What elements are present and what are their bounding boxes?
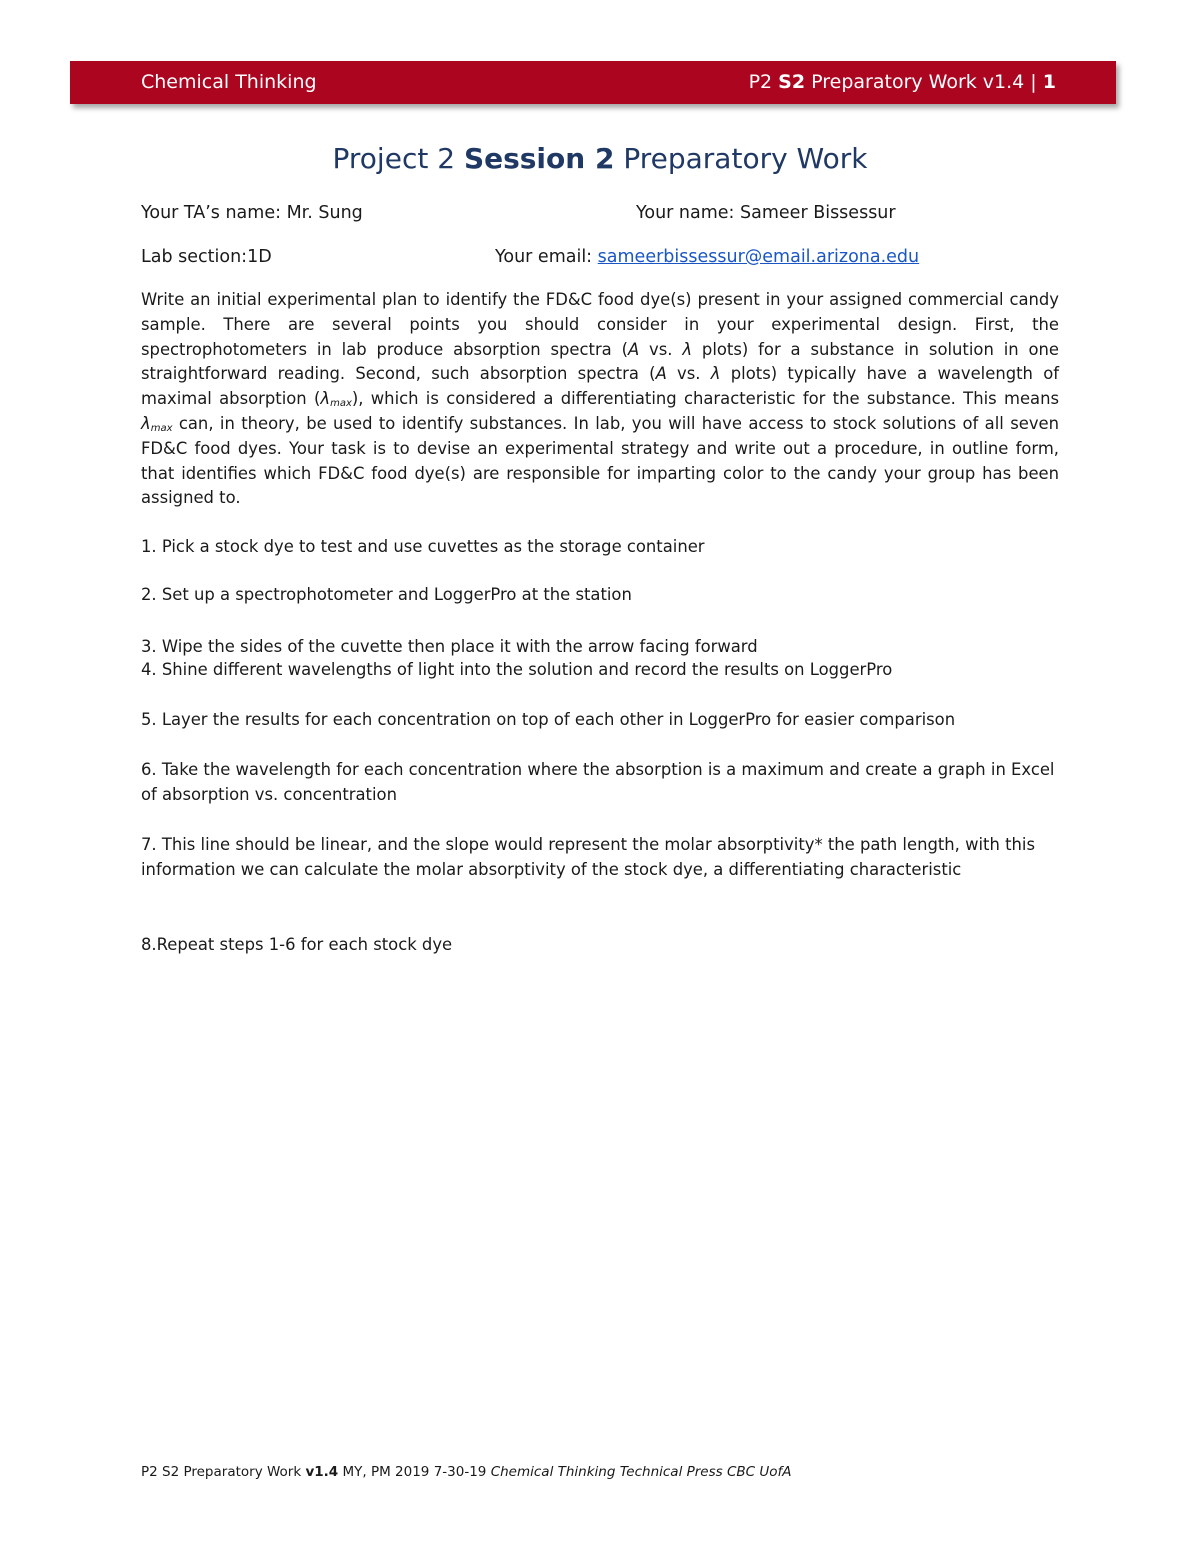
vs-text-2: vs.: [666, 364, 711, 384]
max-subscript: max: [330, 398, 352, 410]
student-name-field: [636, 203, 896, 223]
absorbance-symbol: A: [627, 339, 640, 359]
header-page-number: 1: [1042, 71, 1056, 93]
procedure-step: 6. Take the wavelength for each concentration where the absorption is a maximum and create a graph in Excel of absorption vs. concentration: [141, 760, 1055, 804]
lambda-symbol: λ: [682, 339, 693, 359]
header-doc-title: Preparatory Work v1.4 |: [811, 71, 1037, 93]
procedure-step: 3. Wipe the sides of the cuvette then place it with the arrow facing forward: [141, 637, 758, 656]
lab-section-label: Lab section:: [141, 247, 248, 267]
email-label: Your email:: [495, 247, 593, 267]
intro-text-2: plots) for a substance in solution in one straightforward reading. Second, such absorption spectra (: [141, 339, 1059, 384]
page-footer: [141, 1464, 792, 1480]
intro-paragraph: [141, 288, 1059, 511]
header-course-title: Chemical Thinking: [141, 71, 317, 93]
ta-name-value: Mr. Sung: [286, 203, 363, 223]
procedure-step: 5. Layer the results for each concentration on top of each other in LoggerPro for easier comparison: [141, 710, 956, 729]
lab-section-field: [141, 247, 272, 267]
header-session: S2: [778, 71, 806, 93]
intro-text-3: plots) typically have a wavelength of maximal absorption (: [141, 364, 1060, 409]
lab-section-value: 1D: [247, 247, 272, 267]
intro-text-5: can, in theory, be used to identify substances. In lab, you will have access to stock solutions of all seven FD&C food dyes. Your task is to devise an experimental strategy and write out a procedure, in outline form, that identifies which FD&C food dye(s) are responsible for imparting color to the candy your group has been assigned to.: [141, 413, 1059, 508]
title-session: Session 2: [463, 142, 615, 175]
procedure-step: 4. Shine different wavelengths of light into the solution and record the results on LoggerPro: [141, 660, 893, 679]
intro-text-4: ), which is considered a differentiating characteristic for the substance. This means: [351, 389, 1059, 409]
footer-version: v1.4: [305, 1464, 339, 1480]
page-title: [0, 142, 1200, 175]
lambda-max-symbol: λ: [141, 413, 151, 433]
procedure-step: 1. Pick a stock dye to test and use cuvettes as the storage container: [141, 537, 705, 556]
email-link[interactable]: sameerbissessur@email.arizona.edu: [597, 247, 920, 267]
absorbance-symbol: A: [655, 364, 667, 384]
procedure-step: 8.Repeat steps 1-6 for each stock dye: [141, 935, 453, 954]
title-project: Project 2: [332, 142, 456, 175]
email-field: [495, 247, 919, 267]
footer-press: Chemical Thinking Technical Press CBC UofA: [490, 1464, 792, 1480]
ta-name-field: [141, 203, 363, 223]
lambda-max-symbol: λ: [320, 389, 331, 409]
procedure-step: 7. This line should be linear, and the slope would represent the molar absorptivity* the path length, with this information we can calculate the molar absorptivity of the stock dye, a differentiating characteristic: [141, 835, 1035, 879]
vs-text-1: vs.: [639, 339, 683, 359]
max-subscript: max: [150, 422, 173, 434]
procedure-step: 2. Set up a spectrophotometer and LoggerPro at the station: [141, 585, 632, 604]
student-name-value: Sameer Bissessur: [740, 203, 896, 223]
footer-authors: MY, PM 2019 7-30-19: [342, 1464, 487, 1480]
intro-text-1: Write an initial experimental plan to identify the FD&C food dye(s) present in your assigned commercial candy sample. There are several points you should consider in your experimental design. First, the spectrophotometers in lab produce absorption spectra (: [141, 290, 1059, 359]
footer-doc: P2 S2 Preparatory Work: [141, 1464, 302, 1480]
header-project: P2: [748, 71, 773, 93]
student-name-label: Your name:: [636, 203, 735, 223]
header-bar: [70, 61, 1116, 104]
ta-name-label: Your TA’s name:: [141, 203, 281, 223]
header-doc-info: [749, 71, 1056, 93]
lambda-symbol: λ: [710, 364, 721, 384]
title-work: Preparatory Work: [623, 142, 868, 175]
